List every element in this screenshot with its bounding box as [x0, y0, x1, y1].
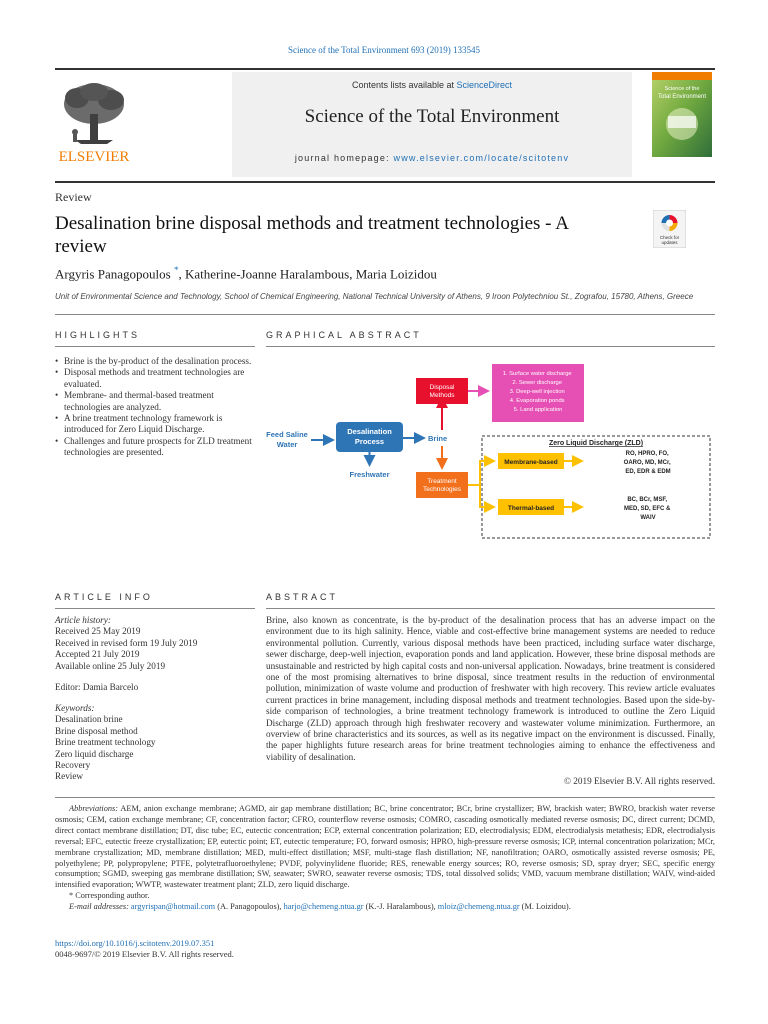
publisher-wordmark: ELSEVIER	[58, 149, 130, 165]
keyword: Desalination brine	[55, 714, 123, 725]
footnote-rule	[55, 797, 715, 798]
footnotes	[55, 804, 715, 913]
keywords-block	[55, 703, 255, 783]
history-received: Received 25 May 2019	[55, 626, 141, 637]
paper-title: Desalination brine disposal methods and treatment technologies - A review	[55, 213, 568, 257]
abbreviations-footnote	[55, 804, 715, 891]
badge-line-1: Check for	[659, 235, 680, 240]
keywords-label: Keywords:	[55, 703, 95, 713]
list-item: • Challenges and future prospects for ZLD treatment technologies are presented.	[55, 436, 255, 459]
email-owner: (K.-J. Haralambous),	[363, 902, 438, 912]
journal-homepage-line	[232, 153, 632, 163]
author-name[interactable]: Argyris Panagopoulos	[55, 266, 171, 282]
freshwater-label: Freshwater	[349, 470, 390, 479]
abbreviations-label: Abbreviations:	[69, 804, 119, 813]
header-top-rule	[55, 68, 715, 70]
email-link[interactable]: argyrispan@hotmail.com	[130, 902, 216, 912]
keyword: Brine disposal method	[55, 725, 138, 736]
treatment-label: Treatment Technologies	[423, 478, 461, 493]
abstract-copyright: © 2019 Elsevier B.V. All rights reserved.	[564, 776, 715, 786]
keyword: Recovery	[55, 760, 91, 771]
email-owner: (A. Panagopoulos),	[215, 902, 284, 912]
list-item: • Membrane- and thermal-based treatment technologies are analyzed.	[55, 390, 255, 413]
feed-label: Feed Saline Water	[266, 430, 308, 449]
email-footnote	[55, 902, 715, 913]
doi-link[interactable]: https://doi.org/10.1016/j.scitotenv.2019.07.351	[55, 938, 215, 948]
process-label: Desalination Process	[347, 427, 392, 446]
history-label: Article history:	[55, 615, 111, 625]
graphical-abstract-rule	[266, 346, 715, 347]
elsevier-logo[interactable]	[55, 78, 133, 166]
history-revised: Received in revised form 19 July 2019	[55, 637, 198, 648]
history-accepted: Accepted 21 July 2019	[55, 649, 140, 660]
disposal-box	[416, 378, 468, 404]
keyword: Zero liquid discharge	[55, 748, 134, 759]
issn-copyright-line: 0048-9697/© 2019 Elsevier B.V. All rights reserved.	[55, 949, 234, 959]
journal-cover-thumbnail[interactable]	[652, 72, 712, 157]
email-link[interactable]: mloiz@chemeng.ntua.gr	[437, 902, 520, 912]
thermal-tech-list: BC, BCr, MSF, MED, SD, EFC & WAIV	[623, 497, 671, 521]
brine-label: Brine	[428, 434, 448, 443]
abstract-text: Brine, also known as concentrate, is the by-product of the desalination process that has an adverse impact on the environment due to its high salinity. Hence, viable and cost-effective brine management systems are needed to reduce environmental pollution. Currently, various disposal methods have been practiced, including surface water discharge, sewer discharge, deep-well injection, evaporation ponds and land application. However, these brine disposal methods are unsustainable and restricted by high capital costs and non-universal application. Nowadays, brine treatment is considered one of the most promising alternatives to brine disposal, since treatment results in the reduction of environmental pollution, minimization of waste volume and production of freshwater with high recovery. This review article evaluates current practices in brine management, including disposal methods and treatment technologies. Based upon the side-by-side comparison of technologies, a brine treatment technology framework is introduced to outline the Zero Liquid Discharge (ZLD) approach through high freshwater recovery and wastewater volume minimization. Furthermore, an overview of brine characteristics and its sources, as well as its negative impact on the environment is discussed. Finally, the paper highlights future research areas for brine treatment technologies aiming to enhance the effectiveness and viability of desalination.	[266, 615, 715, 762]
abbreviations-text: AEM, anion exchange membrane; AGMD, air gap membrane distillation; BC, brine concentrator; BCr, brine crystallizer; BW, brackish water; BWRO, brackish water reverse osmosis; CEM, cation exchange membrane; CF, concentration factor; CFRO, counterflow reverse osmosis; COMRO, cascading osmotically mediated reverse osmosis; DC, direct current; DCMD, direct contact membrane distillation; DT, disc tube; EC, eutectic concentration; ECP, external concentration polarization; ED, electrodialysis; EDM, electrodialysis metathesis; EDR, electrodialysis reversal; EFC, eutectic freeze crystallization; EP, eutectic point; ET, eutectic temperature; FO, forward osmosis; HPRO, high-pressure reverse osmosis; ICP, internal concentration polarization; MCr, membrane crystallization; MD, membrane distillation; MED, multi-effect distillation; MSF, multi-stage flash distillation; NF, nanofiltration; OARO, osmotically assisted reverse osmosis; PE, polyethylene; PP, polypropylene; PTFE, polytetrafluoroethylene; PVDF, polyvinylidene fluoride; RES, renewable energy sources; RO, reverse osmosis; SD, spray dryer; SEC, specific energy consumption; SGMD, sweeping gas membrane distillation; SW, seawater; SWRO, seawater reverse osmosis; TDS, total dissolved solids; VMD, vacuum membrane distillation; WAIV, wind-aided intensified evaporation; WWTP, wastewater treatment plant; ZLD, zero liquid discharge.	[55, 804, 715, 890]
check-for-updates-badge[interactable]	[653, 210, 686, 248]
header-bottom-rule	[55, 181, 715, 183]
journal-citation-line[interactable]: Science of the Total Environment 693 (2019) 133545	[288, 45, 480, 55]
contents-prefix: Contents lists available at	[351, 80, 457, 90]
title-block-rule	[55, 314, 715, 315]
zld-frame	[482, 436, 710, 538]
corresponding-author-mark[interactable]: *	[173, 265, 179, 275]
abstract-heading: ABSTRACT	[266, 592, 339, 602]
email-label: E-mail addresses:	[69, 902, 129, 912]
history-online: Available online 25 July 2019	[55, 660, 166, 671]
graphical-abstract-diagram	[266, 358, 714, 540]
keyword: Brine treatment technology	[55, 737, 156, 748]
homepage-prefix: journal homepage:	[294, 153, 394, 163]
membrane-label: Membrane-based	[504, 459, 558, 466]
abstract-rule	[266, 608, 715, 609]
list-item: • A brine treatment technology framework is introduced for Zero Liquid Discharge.	[55, 413, 255, 436]
corresponding-footnote	[55, 891, 715, 902]
highlights-list	[55, 356, 255, 459]
journal-title: Science of the Total Environment	[304, 106, 560, 127]
article-info-heading: ARTICLE INFO	[55, 592, 153, 602]
journal-homepage-link[interactable]: www.elsevier.com/locate/scitotenv	[393, 153, 570, 163]
author-affiliation: Unit of Environmental Science and Technology, School of Chemical Engineering, National Technical University of Athens, 9 Iroon Polytechniou St., Zografou, 15780, Athens, Greece	[55, 292, 694, 301]
contents-line	[232, 80, 632, 90]
highlights-heading: HIGHLIGHTS	[55, 330, 141, 340]
list-item: • Brine is the by-product of the desalination process.	[55, 356, 255, 367]
disposal-label: Disposal Methods	[429, 384, 455, 399]
treatment-box	[416, 472, 468, 498]
graphical-abstract-heading: GRAPHICAL ABSTRACT	[266, 330, 422, 340]
corresponding-mark: *	[69, 891, 74, 901]
editor-line: Editor: Damia Barcelo	[55, 682, 139, 692]
article-history	[55, 615, 255, 672]
membrane-branch-arrow	[468, 461, 494, 485]
cover-title-small: Science of the	[664, 86, 700, 92]
article-type-label: Review	[55, 190, 92, 204]
sciencedirect-link[interactable]: ScienceDirect	[456, 80, 513, 90]
keyword: Review	[55, 771, 84, 782]
badge-line-2: updates	[661, 240, 678, 245]
author-name[interactable]: Katherine-Joanne Haralambous	[184, 266, 350, 282]
highlights-rule	[55, 346, 255, 347]
email-owner: (M. Loizidou).	[519, 902, 571, 912]
cover-title-big: Total Environment	[657, 94, 707, 100]
thermal-label: Thermal-based	[507, 505, 555, 512]
membrane-tech-list: RO, HPRO, FO, OARO, MD, MCr, ED, EDR & EDM	[623, 451, 671, 475]
email-link[interactable]: harjo@chemeng.ntua.gr	[283, 902, 364, 912]
zld-title: Zero Liquid Discharge (ZLD)	[548, 440, 644, 447]
list-item: • Disposal methods and treatment technologies are evaluated.	[55, 367, 255, 390]
author-list	[55, 265, 437, 282]
disposal-methods-list: 1. Surface water discharge 2. Sewer discharge 3. Deep-well injection 4. Evaporation ponds 5. Land application	[502, 371, 572, 413]
author-name[interactable]: Maria Loizidou	[355, 266, 437, 282]
author-separator: ,	[178, 266, 185, 282]
corresponding-text: Corresponding author.	[75, 891, 150, 901]
author-separator: ,	[349, 266, 356, 282]
article-info-rule	[55, 608, 255, 609]
doi-block	[55, 938, 234, 960]
